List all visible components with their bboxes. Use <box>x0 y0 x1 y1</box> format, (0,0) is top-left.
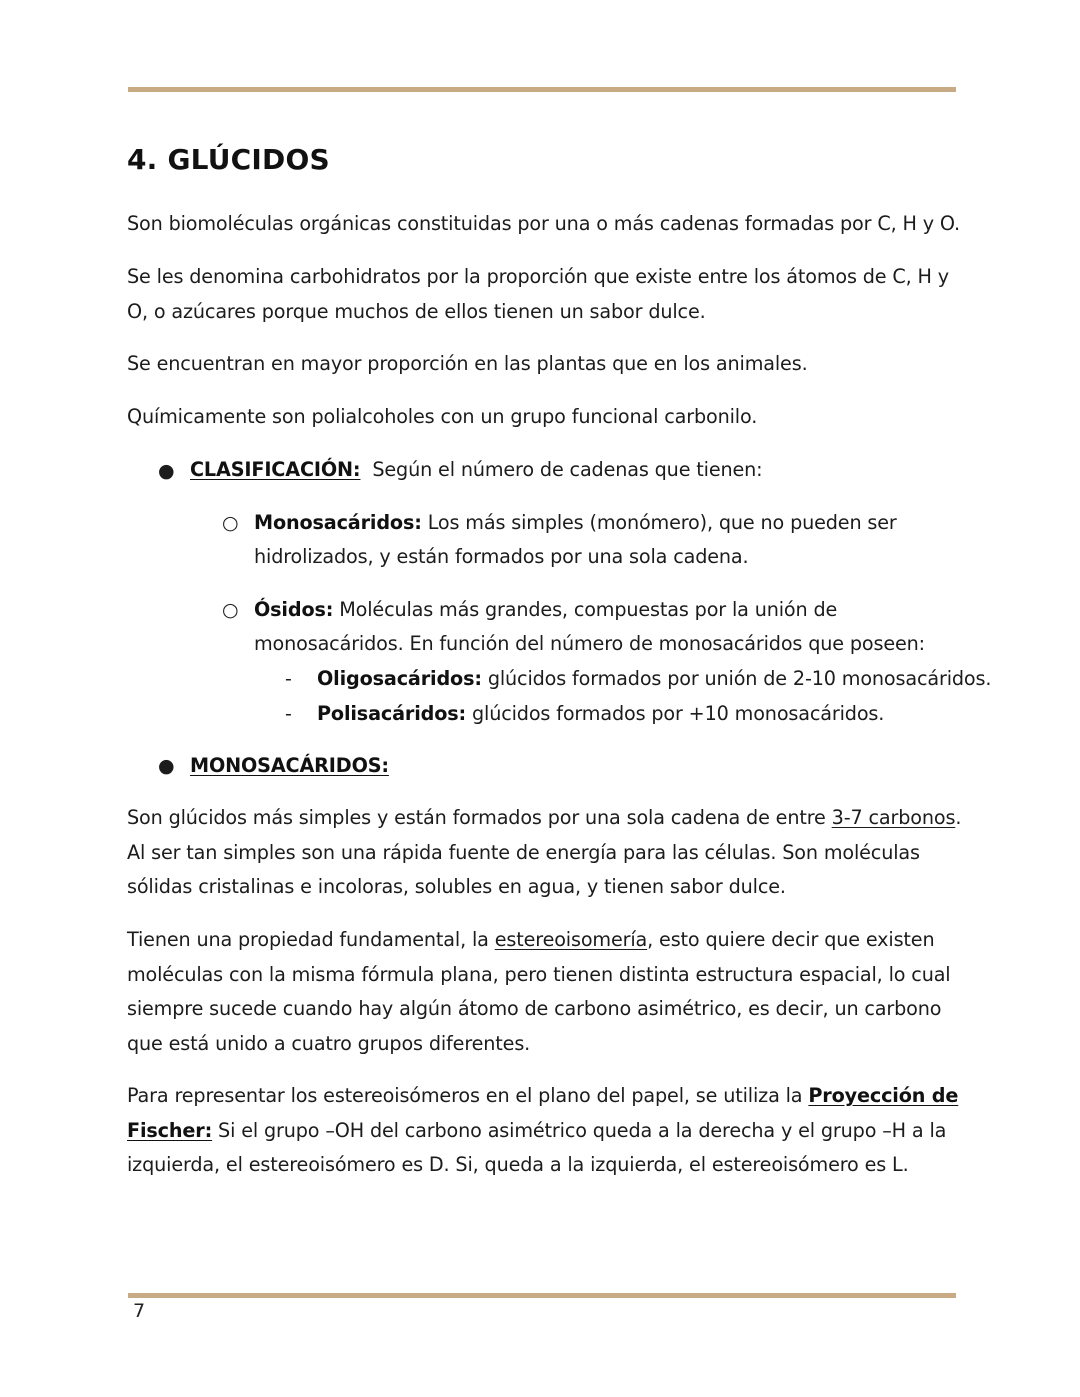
monosacaridos-p1-period: . <box>955 806 962 829</box>
monosacaridos-heading <box>190 749 389 784</box>
polisacaridos-text: glúcidos formados por +10 monosacáridos. <box>472 702 885 725</box>
monosacaridos-heading-label: MONOSACÁRIDOS: <box>190 754 389 777</box>
bullet-icon: ● <box>158 460 175 482</box>
clasificacion-label: CLASIFICACIÓN: <box>190 458 361 481</box>
intro-paragraph-4: Químicamente son polialcoholes con un grupo funcional carbonilo. <box>127 405 758 428</box>
monosacaridos-paragraph-1 <box>127 801 967 905</box>
oligosacaridos-item <box>317 662 991 697</box>
osidos-subitem-line-1 <box>254 593 837 628</box>
monosacaridos-subitem-line-1 <box>254 506 897 541</box>
monosacaridos-p3-continuation: Si el grupo –OH del carbono asimétrico queda a la derecha y el grupo –H a la izquierda, el estereoisómero es D. Si, queda a la izquierda, el estereoisómero es L. <box>127 1118 947 1176</box>
dash-marker: - <box>285 668 292 690</box>
monosacaridos-label: Monosacáridos: <box>254 511 422 534</box>
monosacaridos-text-2: hidrolizados, y están formados por una sola cadena. <box>254 545 749 568</box>
oligosacaridos-label: Oligosacáridos: <box>317 667 482 690</box>
intro-paragraph-3: Se encuentran en mayor proporción en las plantas que en los animales. <box>127 352 808 375</box>
osidos-text-2: monosacáridos. En función del número de monosacáridos que poseen: <box>254 632 925 655</box>
top-divider <box>128 87 956 92</box>
dash-marker: - <box>285 703 292 725</box>
fischer-projection-label: Proyección de Fischer: <box>127 1084 959 1142</box>
monosacaridos-paragraph-2 <box>127 923 967 1061</box>
clasificacion-text: Según el número de cadenas que tienen: <box>372 458 763 481</box>
estereoisomeria-underlined: estereoisomería <box>494 928 648 951</box>
monosacaridos-p1-text: Son glúcidos más simples y están formados por una sola cadena de entre <box>127 806 826 829</box>
monosacaridos-p3-text: Para representar los estereoisómeros en el plano del papel, se utiliza la <box>127 1084 803 1107</box>
monosacaridos-paragraph-3 <box>127 1079 967 1183</box>
clasificacion-item <box>190 453 763 488</box>
osidos-text-1: Moléculas más grandes, compuestas por la unión de <box>339 598 838 621</box>
page-title: 4. GLÚCIDOS <box>127 143 330 176</box>
carbonos-underlined: 3-7 carbonos <box>831 806 956 829</box>
polisacaridos-item <box>317 697 884 732</box>
monosacaridos-text-1: Los más simples (monómero), que no pueden ser <box>427 511 897 534</box>
oligosacaridos-text: glúcidos formados por unión de 2-10 monosacáridos. <box>487 667 992 690</box>
circle-bullet-icon: ○ <box>222 512 239 534</box>
circle-bullet-icon: ○ <box>222 599 239 621</box>
monosacaridos-p2-continuation: , esto quiere decir que existen moléculas con la misma fórmula plana, pero tienen distinta estructura espacial, lo cual siempre sucede cuando hay algún átomo de carbono asimétrico, es decir, un carbono que está unido a cuatro grupos diferentes. <box>127 928 951 1055</box>
bottom-divider <box>128 1293 956 1298</box>
monosacaridos-p1-continuation: Al ser tan simples son una rápida fuente de energía para las células. Son moléculas sólidas cristalinas e incoloras, solubles en agua, y tienen sabor dulce. <box>127 840 920 898</box>
monosacaridos-p2-text: Tienen una propiedad fundamental, la <box>127 928 489 951</box>
osidos-label: Ósidos: <box>254 598 334 621</box>
intro-paragraph-1: Son biomoléculas orgánicas constituidas por una o más cadenas formadas por C, H y O. <box>127 212 960 235</box>
intro-paragraph-2: Se les denomina carbohidratos por la proporción que existe entre los átomos de C, H y O, o azúcares porque muchos de ellos tienen un sabor dulce. <box>127 265 949 323</box>
bullet-icon: ● <box>158 755 175 777</box>
polisacaridos-label: Polisacáridos: <box>317 702 467 725</box>
page-number: 7 <box>133 1300 146 1322</box>
